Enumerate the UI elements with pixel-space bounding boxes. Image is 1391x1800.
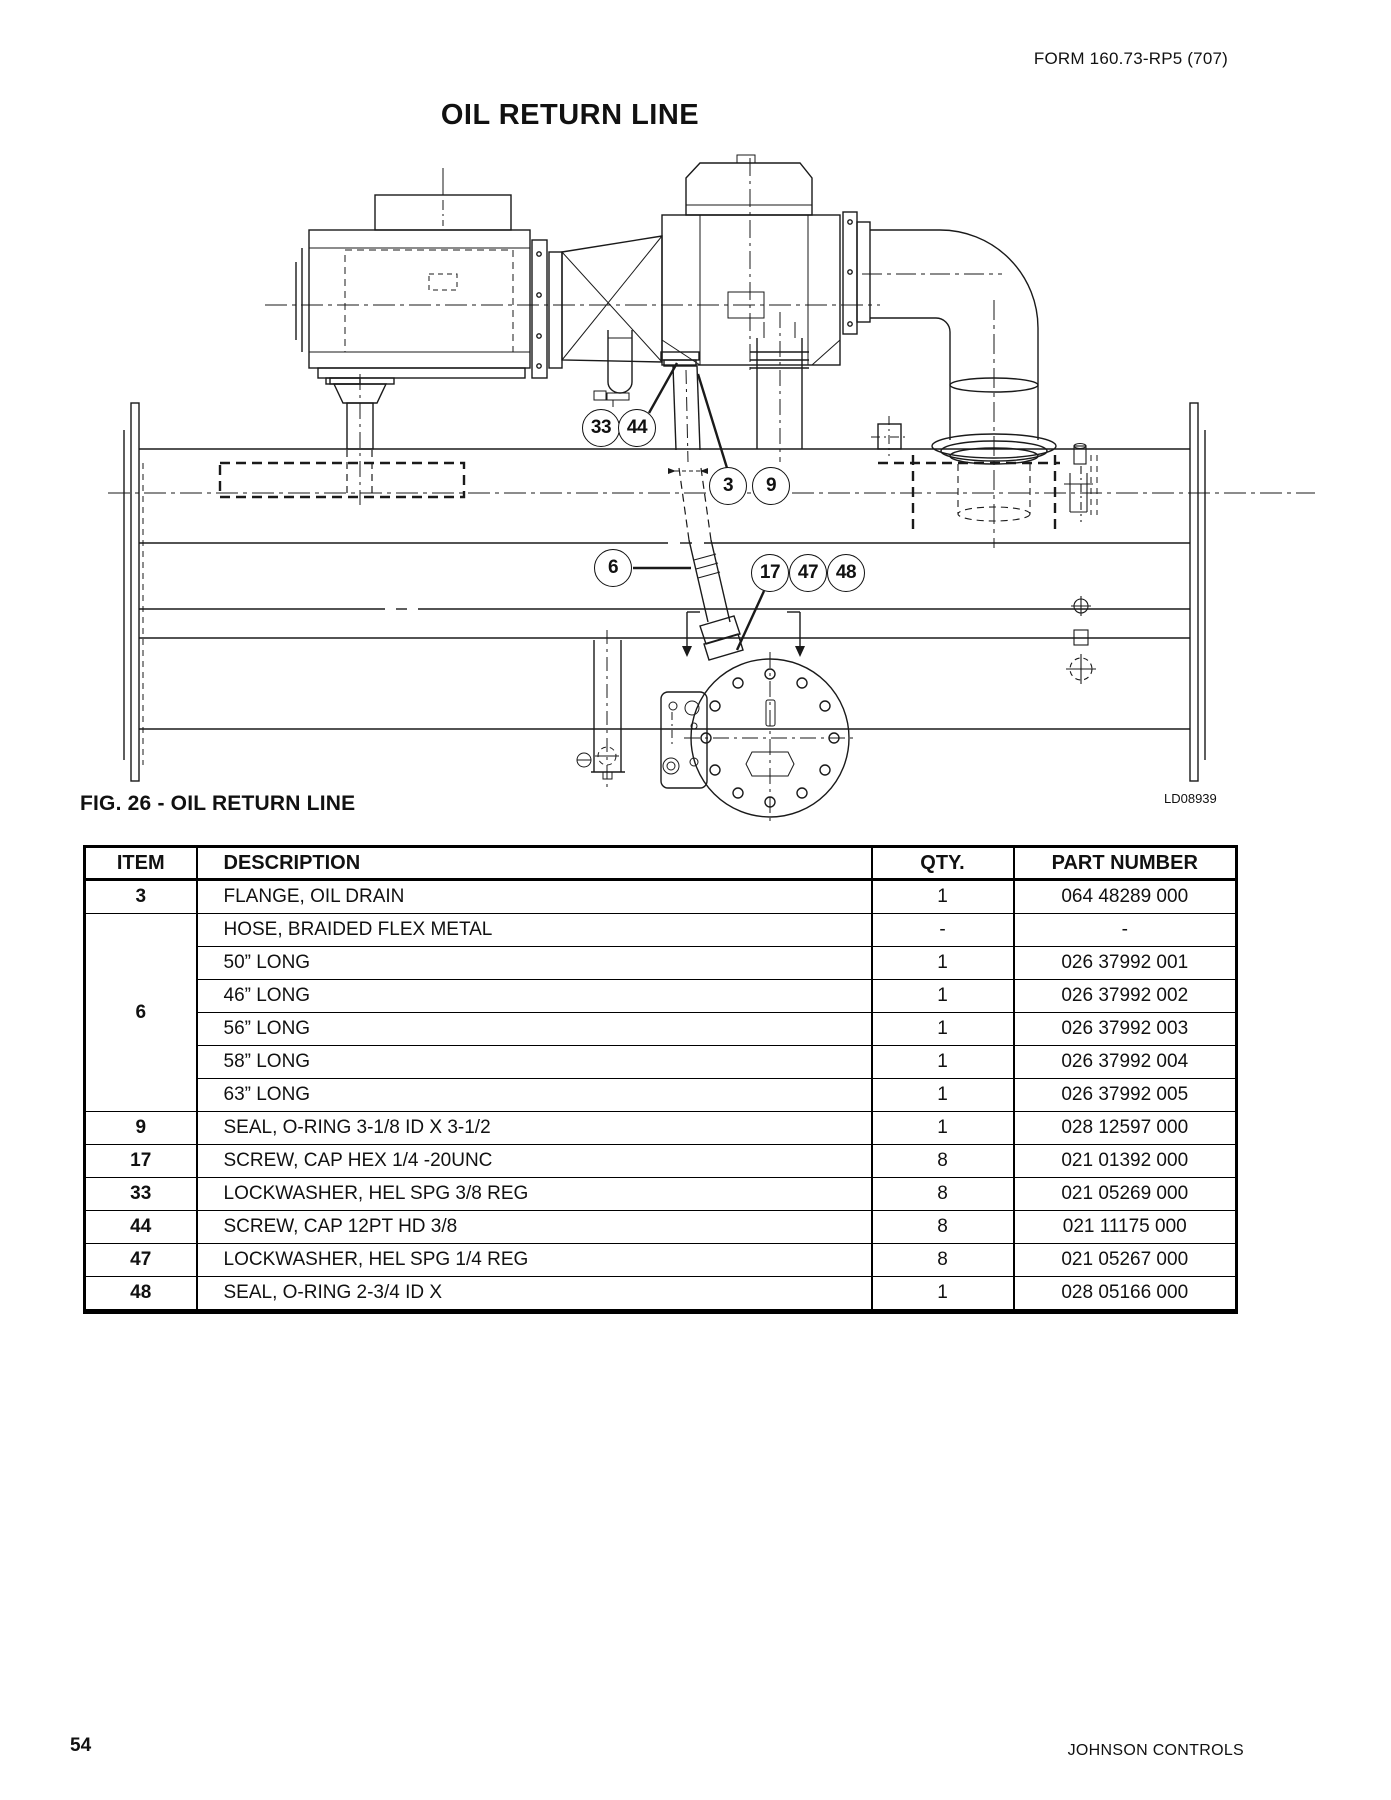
callout-3 [709,467,747,505]
cell-item: 33 [85,1178,197,1211]
callout-33-label: 33 [590,417,612,438]
callout-17-label: 17 [759,562,781,583]
cell-description: 50” LONG [197,947,872,980]
cell-qty: 8 [872,1244,1014,1277]
bolted-flange-assembly [577,612,858,826]
figure-code: LD08939 [1164,791,1217,806]
cell-item: 9 [85,1112,197,1145]
table-header-row [85,847,1237,880]
table-row [85,1178,1237,1211]
cell-item: 3 [85,880,197,914]
cell-item: 44 [85,1211,197,1244]
callout-3-label: 3 [722,475,734,496]
callout-9 [752,467,790,505]
cell-part: 026 37992 005 [1014,1079,1237,1112]
adapter-suction-housing [532,236,662,407]
parts-table [83,845,1238,1314]
cell-part: 026 37992 003 [1014,1013,1237,1046]
cell-part: 021 11175 000 [1014,1211,1237,1244]
cell-qty: - [872,914,1014,947]
callout-44 [618,409,656,447]
cell-part: 026 37992 001 [1014,947,1237,980]
cell-description: SCREW, CAP 12PT HD 3/8 [197,1211,872,1244]
cell-description: 56” LONG [197,1013,872,1046]
cell-qty: 1 [872,1079,1014,1112]
table-row [85,1145,1237,1178]
cell-qty: 8 [872,1211,1014,1244]
callout-44-label: 44 [626,417,648,438]
col-header-part-number: PART NUMBER [1014,847,1237,880]
table-row [85,914,1237,947]
cell-qty: 1 [872,947,1014,980]
cell-description: FLANGE, OIL DRAIN [197,880,872,914]
table-row [85,1112,1237,1145]
cell-qty: 1 [872,980,1014,1013]
callout-47-label: 47 [797,562,819,583]
callout-48-label: 48 [835,562,857,583]
callout-17 [751,554,789,592]
cell-qty: 1 [872,1013,1014,1046]
cell-description: 46” LONG [197,980,872,1013]
cell-part: 021 05267 000 [1014,1244,1237,1277]
figure-caption: FIG. 26 - OIL RETURN LINE [80,792,356,815]
cell-item: 47 [85,1244,197,1277]
table-row [85,1211,1237,1244]
col-header-item: ITEM [85,847,197,880]
compressor-drop-pipe [750,312,809,462]
page-title: OIL RETURN LINE [440,99,700,131]
callout-33 [582,409,620,447]
table-row [85,947,1237,980]
table-row [85,880,1237,914]
cell-description: HOSE, BRAIDED FLEX METAL [197,914,872,947]
callout-6 [594,549,632,587]
compressor [662,155,870,370]
cell-part: 028 05166 000 [1014,1277,1237,1312]
cell-part: 026 37992 002 [1014,980,1237,1013]
table-row [85,1013,1237,1046]
cell-item: 48 [85,1277,197,1312]
table-row [85,980,1237,1013]
cell-part: 021 05269 000 [1014,1178,1237,1211]
col-header-qty: QTY. [872,847,1014,880]
cell-part: 064 48289 000 [1014,880,1237,914]
page-number: 54 [70,1735,92,1756]
cell-description: LOCKWASHER, HEL SPG 3/8 REG [197,1178,872,1211]
cell-description: SEAL, O-RING 3-1/8 ID X 3-1/2 [197,1112,872,1145]
cell-part: 028 12597 000 [1014,1112,1237,1145]
callout-48 [827,554,865,592]
cell-qty: 1 [872,1046,1014,1079]
table-row [85,1277,1237,1312]
oil-return-elbow-pipe [862,230,1056,548]
cell-qty: 8 [872,1145,1014,1178]
motor [265,168,880,505]
cell-description: 58” LONG [197,1046,872,1079]
cell-description: LOCKWASHER, HEL SPG 1/4 REG [197,1244,872,1277]
table-row [85,1244,1237,1277]
oil-drain-flange-and-hose [661,352,743,660]
cell-item: 17 [85,1145,197,1178]
oil-return-line-diagram [0,0,1391,840]
table-row [85,1046,1237,1079]
cell-qty: 1 [872,880,1014,914]
callout-47 [789,554,827,592]
col-header-description: DESCRIPTION [197,847,872,880]
callout-9-label: 9 [765,475,777,496]
cell-qty: 8 [872,1178,1014,1211]
cell-qty: 1 [872,1277,1014,1312]
hidden-saddle [220,450,464,497]
technical-drawing [0,0,1391,840]
form-number: FORM 160.73-RP5 (707) [1033,49,1228,68]
cell-part: 021 01392 000 [1014,1145,1237,1178]
callout-6-label: 6 [607,557,619,578]
footer-company: JOHNSON CONTROLS [1067,1742,1244,1759]
table-row [85,1079,1237,1112]
cell-qty: 1 [872,1112,1014,1145]
cell-part: - [1014,914,1237,947]
cell-part: 026 37992 004 [1014,1046,1237,1079]
cell-description: SEAL, O-RING 2-3/4 ID X [197,1277,872,1312]
shell [108,403,1315,781]
cell-description: SCREW, CAP HEX 1/4 -20UNC [197,1145,872,1178]
cell-description: 63” LONG [197,1079,872,1112]
cell-item-group-6: 6 [85,914,197,1112]
